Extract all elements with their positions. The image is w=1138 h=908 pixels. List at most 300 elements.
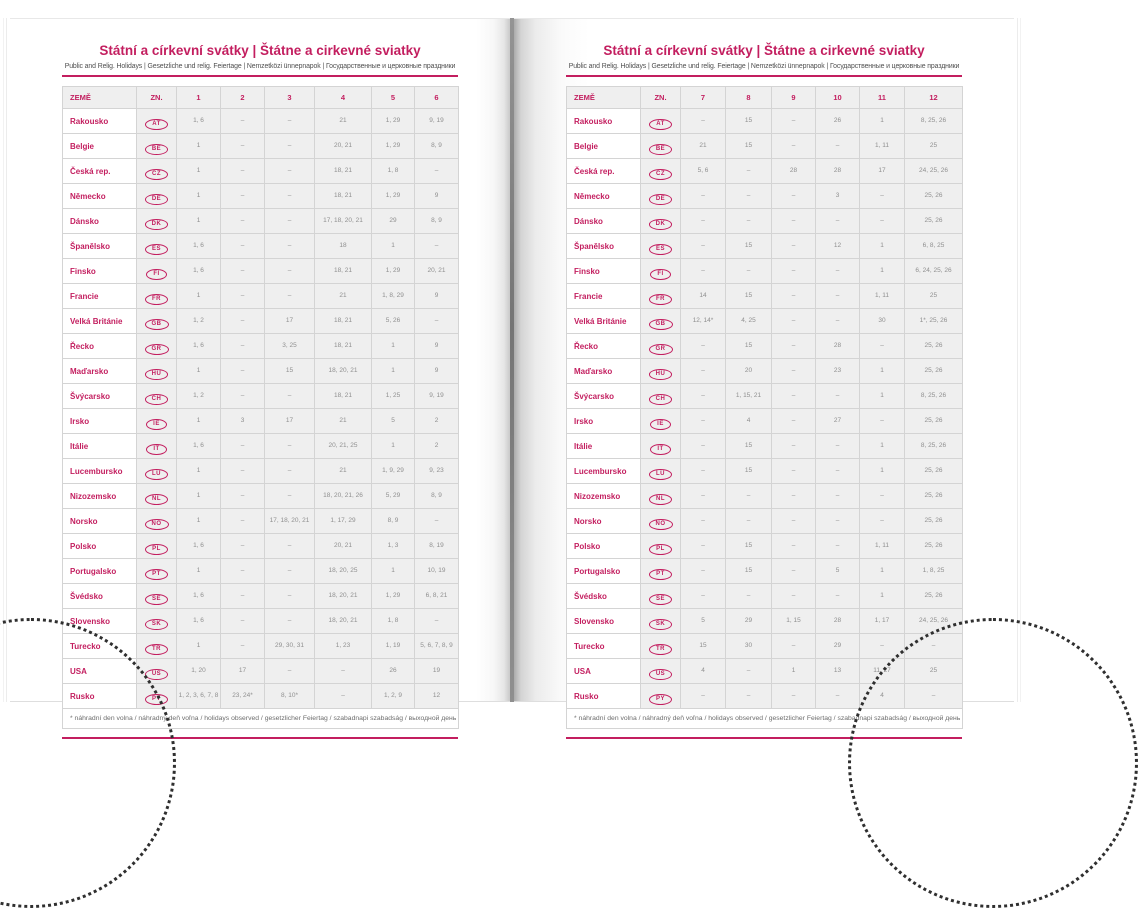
- holiday-dates-cell: 29: [726, 609, 772, 634]
- table-row: [63, 459, 459, 484]
- holiday-dates-cell: 25, 26: [905, 409, 963, 434]
- holiday-dates-cell: 1, 2, 9: [372, 684, 415, 709]
- holiday-dates-cell: 1, 2: [177, 309, 221, 334]
- holiday-dates-cell: –: [221, 509, 265, 534]
- country-code-badge: NL: [649, 494, 672, 505]
- holiday-dates-cell: –: [860, 209, 905, 234]
- country-code-cell: [137, 109, 177, 134]
- country-code-cell: [137, 359, 177, 384]
- holiday-dates-cell: 25: [905, 134, 963, 159]
- holiday-dates-cell: –: [221, 334, 265, 359]
- holiday-dates-cell: –: [772, 234, 816, 259]
- holiday-dates-cell: 1, 8: [372, 159, 415, 184]
- holiday-dates-cell: 1, 11: [860, 284, 905, 309]
- country-name: Norsko: [63, 509, 137, 534]
- holiday-dates-cell: 30: [860, 309, 905, 334]
- holiday-dates-cell: 18, 21: [315, 384, 372, 409]
- country-code-badge: PT: [145, 569, 168, 580]
- page-title: Státní a církevní svátky | Štátne a cirkevné sviatky: [99, 43, 421, 58]
- holiday-dates-cell: 25: [905, 659, 963, 684]
- country-name: Belgie: [63, 134, 137, 159]
- holiday-dates-cell: 9: [415, 359, 459, 384]
- country-code-badge: LU: [649, 469, 672, 480]
- country-code-badge: TR: [145, 644, 168, 655]
- country-name: USA: [567, 659, 641, 684]
- holiday-dates-cell: –: [681, 384, 726, 409]
- holiday-dates-cell: –: [726, 659, 772, 684]
- holiday-dates-cell: –: [681, 484, 726, 509]
- holiday-dates-cell: –: [681, 684, 726, 709]
- country-code-cell: [137, 634, 177, 659]
- table-row: [567, 259, 963, 284]
- holiday-dates-cell: 21: [315, 459, 372, 484]
- country-code-badge: LU: [145, 469, 168, 480]
- holiday-dates-cell: –: [772, 634, 816, 659]
- country-name: Maďarsko: [567, 359, 641, 384]
- holiday-dates-cell: 1, 6: [177, 609, 221, 634]
- country-code-badge: TR: [649, 644, 672, 655]
- country-code-badge: BE: [649, 144, 672, 155]
- table-row: [63, 609, 459, 634]
- holiday-dates-cell: –: [681, 334, 726, 359]
- holiday-dates-cell: –: [726, 184, 772, 209]
- country-code-badge: NO: [649, 519, 673, 530]
- holiday-dates-cell: 1, 29: [372, 109, 415, 134]
- country-code-badge: ES: [649, 244, 672, 255]
- holiday-dates-cell: –: [772, 434, 816, 459]
- column-header-month: 9: [772, 87, 816, 109]
- holiday-dates-cell: 15: [726, 109, 772, 134]
- country-name: Itálie: [567, 434, 641, 459]
- holiday-dates-cell: –: [415, 609, 459, 634]
- country-name: Švýcarsko: [63, 384, 137, 409]
- country-code-badge: CZ: [649, 169, 672, 180]
- holiday-dates-cell: –: [221, 609, 265, 634]
- holiday-dates-cell: –: [726, 509, 772, 534]
- holiday-dates-cell: 1, 8, 29: [372, 284, 415, 309]
- right-page: [514, 18, 1014, 722]
- country-code-cell: [137, 259, 177, 284]
- holiday-dates-cell: 18, 20, 21: [315, 584, 372, 609]
- country-code-cell: [641, 684, 681, 709]
- table-row: [567, 484, 963, 509]
- holiday-dates-cell: 3, 25: [265, 334, 315, 359]
- holiday-dates-cell: 1, 6: [177, 109, 221, 134]
- holiday-dates-cell: 1: [177, 359, 221, 384]
- table-row: [63, 134, 459, 159]
- footnote: * náhradní den volna / náhradný deň voľna / holidays observed / gesetzlicher Feiertag / szabadnapi szabadság / выходной день: [567, 709, 963, 729]
- holiday-dates-cell: –: [772, 459, 816, 484]
- holiday-dates-cell: –: [772, 284, 816, 309]
- holiday-dates-cell: –: [265, 184, 315, 209]
- country-code-badge: CH: [649, 394, 673, 405]
- country-code-badge: GR: [649, 344, 673, 355]
- country-code-cell: [641, 659, 681, 684]
- holiday-dates-cell: –: [681, 234, 726, 259]
- holiday-dates-cell: 2: [415, 434, 459, 459]
- column-header-month: 1: [177, 87, 221, 109]
- country-code-badge: NL: [145, 494, 168, 505]
- country-code-badge: IE: [146, 419, 167, 430]
- holiday-dates-cell: –: [221, 359, 265, 384]
- holiday-dates-cell: –: [221, 209, 265, 234]
- country-code-cell: [641, 109, 681, 134]
- holiday-dates-cell: 1: [860, 434, 905, 459]
- holiday-dates-cell: 1, 15, 21: [726, 384, 772, 409]
- country-code-badge: PY: [145, 694, 168, 705]
- country-code-cell: [137, 409, 177, 434]
- holiday-dates-cell: 1, 6: [177, 434, 221, 459]
- country-name: Nizozemsko: [567, 484, 641, 509]
- holiday-dates-cell: –: [772, 184, 816, 209]
- holiday-dates-cell: –: [415, 509, 459, 534]
- holiday-dates-cell: 1: [860, 109, 905, 134]
- table-row: [63, 184, 459, 209]
- table-row: [63, 534, 459, 559]
- holiday-dates-cell: 5, 6, 7, 8, 9: [415, 634, 459, 659]
- holiday-dates-cell: 12: [816, 234, 860, 259]
- table-row: [567, 234, 963, 259]
- holiday-dates-cell: 9: [415, 334, 459, 359]
- holiday-dates-cell: 27: [816, 409, 860, 434]
- holiday-dates-cell: 15: [726, 559, 772, 584]
- holiday-dates-cell: –: [860, 484, 905, 509]
- country-code-badge: IE: [650, 419, 671, 430]
- holiday-dates-cell: 9, 23: [415, 459, 459, 484]
- table-row: [63, 234, 459, 259]
- holiday-dates-cell: –: [315, 684, 372, 709]
- country-name: Norsko: [567, 509, 641, 534]
- country-name: Řecko: [567, 334, 641, 359]
- holiday-dates-cell: 1: [177, 559, 221, 584]
- country-code-badge: GB: [649, 319, 673, 330]
- holiday-dates-cell: –: [681, 509, 726, 534]
- holiday-dates-cell: –: [726, 484, 772, 509]
- table-row: [567, 159, 963, 184]
- holiday-dates-cell: –: [816, 384, 860, 409]
- table-row: [63, 484, 459, 509]
- holiday-dates-cell: –: [772, 134, 816, 159]
- country-code-cell: [641, 209, 681, 234]
- country-name: Turecko: [63, 634, 137, 659]
- country-name: Česká rep.: [63, 159, 137, 184]
- holiday-dates-cell: –: [265, 209, 315, 234]
- holiday-dates-cell: –: [816, 484, 860, 509]
- table-row: [567, 384, 963, 409]
- holiday-dates-cell: 1, 25: [372, 384, 415, 409]
- table-row: [567, 359, 963, 384]
- table-row: [567, 184, 963, 209]
- country-code-badge: DK: [649, 219, 673, 230]
- table-row: [567, 559, 963, 584]
- holiday-dates-cell: –: [681, 184, 726, 209]
- holiday-dates-cell: 1, 20: [177, 659, 221, 684]
- holiday-dates-cell: 18, 20, 21, 26: [315, 484, 372, 509]
- holiday-dates-cell: 25, 26: [905, 509, 963, 534]
- country-code-badge: FR: [145, 294, 168, 305]
- holiday-dates-cell: –: [726, 259, 772, 284]
- country-code-cell: [137, 234, 177, 259]
- country-code-cell: [137, 609, 177, 634]
- holiday-dates-cell: 1: [177, 209, 221, 234]
- country-code-badge: SE: [145, 594, 168, 605]
- holiday-dates-cell: 26: [816, 109, 860, 134]
- holiday-dates-cell: 21: [315, 284, 372, 309]
- holiday-dates-cell: 5: [372, 409, 415, 434]
- holiday-dates-cell: 1, 8: [372, 609, 415, 634]
- holiday-dates-cell: 3: [816, 184, 860, 209]
- column-header-month: 11: [860, 87, 905, 109]
- holiday-dates-cell: –: [860, 509, 905, 534]
- holiday-dates-cell: 1: [860, 384, 905, 409]
- country-name: Česká rep.: [567, 159, 641, 184]
- country-code-cell: [641, 409, 681, 434]
- country-name: Finsko: [63, 259, 137, 284]
- column-header-code: ZN.: [137, 87, 177, 109]
- holiday-dates-cell: –: [860, 634, 905, 659]
- country-name: Maďarsko: [63, 359, 137, 384]
- holiday-dates-cell: 21: [681, 134, 726, 159]
- country-code-cell: [641, 384, 681, 409]
- holiday-dates-cell: –: [221, 159, 265, 184]
- country-name: Slovensko: [63, 609, 137, 634]
- table-row: [63, 284, 459, 309]
- holiday-dates-cell: 4: [860, 684, 905, 709]
- holiday-dates-cell: 1: [177, 484, 221, 509]
- country-code-badge: BE: [145, 144, 168, 155]
- holiday-dates-cell: 1: [860, 584, 905, 609]
- holiday-dates-cell: 8, 9: [415, 484, 459, 509]
- holiday-dates-cell: –: [315, 659, 372, 684]
- holiday-dates-cell: 18, 20, 25: [315, 559, 372, 584]
- holiday-dates-cell: 18: [315, 234, 372, 259]
- country-code-cell: [137, 459, 177, 484]
- holiday-dates-cell: 25: [905, 284, 963, 309]
- holiday-dates-cell: –: [265, 434, 315, 459]
- country-code-cell: [641, 584, 681, 609]
- holiday-dates-cell: –: [726, 684, 772, 709]
- country-code-badge: HU: [145, 369, 169, 380]
- holidays-table-jan-jun: [62, 86, 459, 729]
- holiday-dates-cell: –: [265, 484, 315, 509]
- country-name: USA: [63, 659, 137, 684]
- left-page: [10, 18, 510, 722]
- holiday-dates-cell: –: [816, 684, 860, 709]
- holiday-dates-cell: 17: [860, 159, 905, 184]
- holiday-dates-cell: 25, 26: [905, 534, 963, 559]
- country-code-cell: [137, 284, 177, 309]
- country-name: Turecko: [567, 634, 641, 659]
- holiday-dates-cell: 29: [816, 634, 860, 659]
- country-code-badge: PL: [145, 544, 168, 555]
- holiday-dates-cell: –: [265, 534, 315, 559]
- holiday-dates-cell: –: [772, 684, 816, 709]
- country-code-cell: [641, 334, 681, 359]
- holiday-dates-cell: –: [816, 534, 860, 559]
- top-rule: [566, 75, 962, 77]
- holiday-dates-cell: 13: [816, 659, 860, 684]
- country-name: Slovensko: [567, 609, 641, 634]
- holiday-dates-cell: 1: [177, 284, 221, 309]
- country-code-cell: [641, 134, 681, 159]
- holiday-dates-cell: 21: [315, 409, 372, 434]
- holiday-dates-cell: 20, 21: [415, 259, 459, 284]
- country-code-cell: [137, 134, 177, 159]
- table-row: [567, 284, 963, 309]
- country-code-badge: SE: [649, 594, 672, 605]
- country-code-badge: NO: [145, 519, 169, 530]
- holiday-dates-cell: –: [415, 234, 459, 259]
- table-row: [567, 309, 963, 334]
- holiday-dates-cell: 18, 20, 21: [315, 359, 372, 384]
- column-header-month: 7: [681, 87, 726, 109]
- table-row: [63, 359, 459, 384]
- holiday-dates-cell: 1: [177, 134, 221, 159]
- holiday-dates-cell: 15: [726, 284, 772, 309]
- table-row: [63, 109, 459, 134]
- country-code-cell: [641, 284, 681, 309]
- holiday-dates-cell: 4: [681, 659, 726, 684]
- table-row: [63, 334, 459, 359]
- holiday-dates-cell: 1*, 25, 26: [905, 309, 963, 334]
- column-header-month: 5: [372, 87, 415, 109]
- holiday-dates-cell: 30: [726, 634, 772, 659]
- country-code-badge: FR: [649, 294, 672, 305]
- country-name: Irsko: [63, 409, 137, 434]
- column-header-country: ZEMĚ: [63, 87, 137, 109]
- country-code-cell: [641, 559, 681, 584]
- country-code-badge: IT: [146, 444, 166, 455]
- holiday-dates-cell: 17, 18, 20, 21: [315, 209, 372, 234]
- holiday-dates-cell: –: [816, 584, 860, 609]
- holiday-dates-cell: 6, 8, 21: [415, 584, 459, 609]
- holiday-dates-cell: 23, 24*: [221, 684, 265, 709]
- holiday-dates-cell: 9, 19: [415, 109, 459, 134]
- country-code-badge: SK: [649, 619, 672, 630]
- country-code-badge: PL: [649, 544, 672, 555]
- country-name: Velká Británie: [63, 309, 137, 334]
- holiday-dates-cell: –: [816, 309, 860, 334]
- holiday-dates-cell: –: [816, 459, 860, 484]
- holiday-dates-cell: –: [221, 309, 265, 334]
- table-row: [567, 434, 963, 459]
- holiday-dates-cell: 9: [415, 284, 459, 309]
- country-code-cell: [641, 634, 681, 659]
- country-code-badge: FI: [650, 269, 670, 280]
- table-row: [63, 259, 459, 284]
- holiday-dates-cell: –: [772, 509, 816, 534]
- footnote: * náhradní den volna / náhradný deň voľna / holidays observed / gesetzlicher Feiertag / szabadnapi szabadság / выходной день: [63, 709, 459, 729]
- stitching-arc-right: [848, 618, 1138, 908]
- holiday-dates-cell: –: [221, 634, 265, 659]
- country-name: Španělsko: [567, 234, 641, 259]
- holiday-dates-cell: –: [681, 559, 726, 584]
- holiday-dates-cell: –: [221, 434, 265, 459]
- country-name: Německo: [63, 184, 137, 209]
- page-subtitle: Public and Relig. Holidays | Gesetzliche und relig. Feiertage | Nemzetközi ünnepnapok | Государственные и церковные праздники: [568, 63, 960, 70]
- holiday-dates-cell: –: [265, 384, 315, 409]
- holiday-dates-cell: 15: [726, 334, 772, 359]
- holiday-dates-cell: –: [681, 459, 726, 484]
- holiday-dates-cell: 18, 21: [315, 309, 372, 334]
- holiday-dates-cell: 11, 27: [860, 659, 905, 684]
- holiday-dates-cell: 20: [726, 359, 772, 384]
- holiday-dates-cell: –: [772, 309, 816, 334]
- holiday-dates-cell: 24, 25, 26: [905, 609, 963, 634]
- country-code-cell: [137, 559, 177, 584]
- column-header-month: 8: [726, 87, 772, 109]
- holiday-dates-cell: –: [221, 534, 265, 559]
- country-name: Irsko: [567, 409, 641, 434]
- holiday-dates-cell: 1, 11: [860, 534, 905, 559]
- holiday-dates-cell: –: [221, 234, 265, 259]
- country-code-badge: CH: [145, 394, 169, 405]
- country-code-badge: PT: [649, 569, 672, 580]
- column-header-month: 12: [905, 87, 963, 109]
- table-row: [63, 434, 459, 459]
- holiday-dates-cell: 1, 29: [372, 259, 415, 284]
- country-code-cell: [641, 234, 681, 259]
- holiday-dates-cell: 18, 21: [315, 334, 372, 359]
- holiday-dates-cell: 17: [265, 409, 315, 434]
- country-code-cell: [641, 309, 681, 334]
- holiday-dates-cell: 25, 26: [905, 484, 963, 509]
- holiday-dates-cell: –: [265, 234, 315, 259]
- holiday-dates-cell: 1: [860, 459, 905, 484]
- country-name: Belgie: [567, 134, 641, 159]
- holiday-dates-cell: 28: [816, 159, 860, 184]
- holiday-dates-cell: 5, 29: [372, 484, 415, 509]
- table-row: [567, 609, 963, 634]
- holiday-dates-cell: 12: [415, 684, 459, 709]
- holiday-dates-cell: 1: [372, 234, 415, 259]
- holiday-dates-cell: 1: [860, 259, 905, 284]
- holiday-dates-cell: 1: [177, 159, 221, 184]
- holiday-dates-cell: 8, 25, 26: [905, 109, 963, 134]
- holiday-dates-cell: –: [816, 284, 860, 309]
- country-name: Rusko: [567, 684, 641, 709]
- holiday-dates-cell: –: [772, 384, 816, 409]
- holiday-dates-cell: –: [221, 559, 265, 584]
- holiday-dates-cell: 28: [816, 609, 860, 634]
- country-code-cell: [641, 159, 681, 184]
- holiday-dates-cell: 8, 10*: [265, 684, 315, 709]
- country-code-cell: [137, 584, 177, 609]
- holiday-dates-cell: 18, 21: [315, 159, 372, 184]
- country-name: Lucembursko: [63, 459, 137, 484]
- holiday-dates-cell: 18, 21: [315, 184, 372, 209]
- holiday-dates-cell: 15: [726, 459, 772, 484]
- holiday-dates-cell: 1, 6: [177, 584, 221, 609]
- holiday-dates-cell: 1, 8, 25: [905, 559, 963, 584]
- holiday-dates-cell: –: [415, 159, 459, 184]
- holiday-dates-cell: 5, 26: [372, 309, 415, 334]
- holiday-dates-cell: –: [772, 334, 816, 359]
- holiday-dates-cell: –: [681, 534, 726, 559]
- holiday-dates-cell: –: [221, 484, 265, 509]
- holiday-dates-cell: 4: [726, 409, 772, 434]
- table-row: [63, 309, 459, 334]
- country-code-badge: AT: [649, 119, 672, 130]
- holiday-dates-cell: –: [816, 134, 860, 159]
- holiday-dates-cell: 1: [177, 459, 221, 484]
- holiday-dates-cell: –: [221, 459, 265, 484]
- holiday-dates-cell: 25, 26: [905, 359, 963, 384]
- country-name: Nizozemsko: [63, 484, 137, 509]
- table-row: [567, 534, 963, 559]
- table-row: [567, 409, 963, 434]
- holiday-dates-cell: 19: [415, 659, 459, 684]
